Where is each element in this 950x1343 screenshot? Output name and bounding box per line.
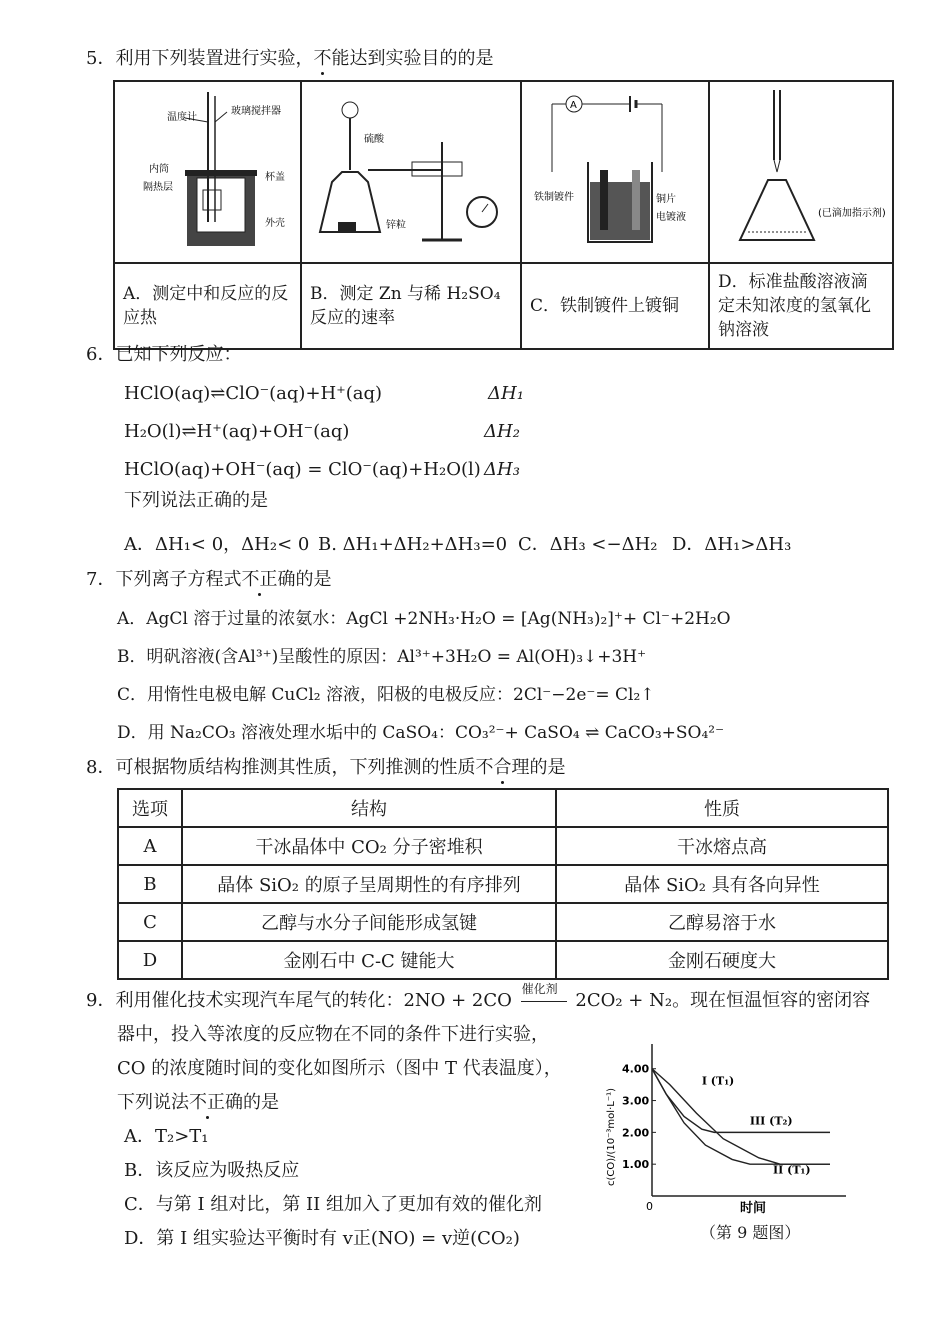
q6-equation-1: HClO(aq)⇌ClO⁻(aq)+H⁺(aq): [124, 383, 383, 404]
q7-option-c: C．用惰性电极电解 CuCl₂ 溶液，阳极的电极反应：2Cl⁻−2e⁻= Cl₂↑: [117, 685, 655, 705]
q8-cell: C: [118, 903, 182, 941]
label-zinc: 锌粒: [386, 220, 406, 231]
table-row: [118, 941, 888, 979]
q5-option-c-text: C．铁制镀件上镀铜: [530, 296, 680, 316]
label-lid: 杯盖: [265, 172, 285, 183]
q8-header-property: 性质: [556, 789, 888, 827]
q9-line-4: [117, 1092, 279, 1114]
q8-cell: 晶体 SiO₂ 的原子呈周期性的有序排列: [182, 865, 556, 903]
label-thermometer: 温度计: [167, 112, 197, 123]
series-line: [652, 1069, 830, 1133]
y-axis-label: c(CO)/(10⁻³mol·L⁻¹): [606, 1087, 617, 1186]
q6-option-c: C．ΔH₃ <−ΔH₂: [518, 534, 658, 555]
series-line: [652, 1069, 830, 1164]
q9-catalyst-arrow: [518, 982, 570, 1012]
q5-figure-c: [521, 81, 709, 263]
q9-stem-a: 9．利用催化技术实现汽车尾气的转化：2NO + 2CO: [86, 990, 512, 1011]
q7-stem-emphasis: 不正: [241, 569, 278, 590]
q5-stem: [86, 48, 493, 70]
label-inner-cup: 内筒: [149, 164, 169, 175]
table-row: [118, 903, 888, 941]
q8-stem-b: 的是: [529, 757, 566, 778]
q9-line-3: CO 的浓度随时间的变化如图所示（图中 T 代表温度），: [117, 1058, 562, 1079]
q6-question: 下列说法正确的是: [124, 490, 268, 511]
q5-option-a: [114, 263, 301, 349]
q8-cell: 金刚石硬度大: [556, 941, 888, 979]
q8-header-row: [118, 789, 888, 827]
q9-stem-b: 2CO₂ + N₂。现在恒温恒容的密闭容: [575, 990, 871, 1011]
q7-stem-b: 确的是: [277, 569, 332, 590]
q9-catalyst-label: 催化剂: [521, 982, 558, 996]
origin-label: 0: [646, 1200, 653, 1213]
label-insulation: 隔热层: [143, 182, 173, 193]
q6-dh1: ΔH₁: [488, 383, 524, 404]
q8-cell: 干冰熔点高: [556, 827, 888, 865]
label-outer-shell: 外壳: [265, 218, 285, 229]
q8-stem-a: 8．可根据物质结构推测其性质，下列推测的性质: [86, 757, 476, 778]
q9-option-b: B．该反应为吸热反应: [124, 1160, 300, 1181]
q8-cell: 干冰晶体中 CO₂ 分子密堆积: [182, 827, 556, 865]
y-tick-label: 1.00: [622, 1158, 650, 1172]
series-label: III (T₂): [749, 1114, 793, 1128]
label-indicator: (已滴加指示剂): [818, 208, 886, 219]
q5-option-d-text: D．标准盐酸溶液滴定未知浓度的氢氧化钠溶液: [718, 272, 871, 340]
q8-cell: A: [118, 827, 182, 865]
q6-equation-2: H₂O(l)⇌H⁺(aq)+OH⁻(aq): [124, 421, 350, 442]
titration-apparatus: [710, 82, 892, 258]
label-electrolyte: 电镀液: [656, 212, 686, 223]
y-tick-label: 2.00: [622, 1126, 650, 1140]
q8-cell: B: [118, 865, 182, 903]
q5-option-b-text: B．测定 Zn 与稀 H₂SO₄ 反应的速率: [310, 284, 501, 328]
label-acid: 硫酸: [364, 134, 384, 145]
q7-option-d: D．用 Na₂CO₃ 溶液处理水垢中的 CaSO₄：CO₃²⁻+ CaSO₄ ⇌ CaCO₃+SO₄²⁻: [117, 723, 725, 743]
series-label: II (T₁): [773, 1163, 811, 1177]
q6-equation-3: HClO(aq)+OH⁻(aq) = ClO⁻(aq)+H₂O(l): [124, 459, 481, 480]
q9-line-4-emphasis: 不正: [189, 1092, 225, 1113]
q6-dh3: ΔH₃: [484, 459, 520, 480]
q9-concentration-chart: [598, 1042, 868, 1242]
y-tick-label: 4.00: [622, 1062, 650, 1076]
q5-apparatus-table: [113, 80, 894, 350]
table-row: [118, 827, 888, 865]
q9-option-c: C．与第 I 组对比，第 II 组加入了更加有效的催化剂: [124, 1194, 542, 1215]
q8-header-structure: 结构: [182, 789, 556, 827]
q9-option-d: D．第 I 组实验达平衡时有 v正(NO) = v逆(CO₂): [124, 1228, 520, 1249]
q7-stem-a: 7．下列离子方程式: [86, 569, 242, 590]
q5-option-c: [521, 263, 709, 349]
series-label: I (T₁): [701, 1074, 735, 1088]
q7-stem: [86, 569, 331, 591]
q5-stem-a: 5．利用下列装置进行实验，: [86, 48, 314, 69]
q8-table: [117, 788, 889, 980]
label-stirrer: 玻璃搅拌器: [231, 106, 281, 117]
table-row: [118, 865, 888, 903]
q8-stem: [86, 757, 565, 779]
q6-option-a: A．ΔH₁< 0，ΔH₂< 0: [124, 534, 310, 555]
q5-option-b: [301, 263, 521, 349]
q8-stem-emphasis: 不合理: [475, 757, 530, 778]
q9-stem: [86, 982, 871, 1012]
q5-option-d: [709, 263, 893, 349]
q7-option-a: A．AgCl 溶于过量的浓氨水：AgCl +2NH₃·H₂O = [Ag(NH₃)₂]⁺+ Cl⁻+2H₂O: [117, 609, 731, 629]
q8-cell: 乙醇与水分子间能形成氢键: [182, 903, 556, 941]
q7-option-b: B．明矾溶液(含Al³⁺)呈酸性的原因：Al³⁺+3H₂O = Al(OH)₃↓+3H⁺: [117, 647, 647, 667]
q9-line-4-a: 下列说法: [117, 1092, 189, 1113]
reaction-rate-apparatus: [302, 82, 520, 258]
q8-cell: D: [118, 941, 182, 979]
q5-stem-emphasis: 不: [313, 48, 332, 69]
ammeter-icon: A: [570, 100, 577, 111]
q5-figure-b: [301, 81, 521, 263]
x-axis-label: 时间: [740, 1201, 767, 1216]
q9-option-a: A．T₂>T₁: [124, 1126, 209, 1147]
q5-figure-d: [709, 81, 893, 263]
q8-cell: 乙醇易溶于水: [556, 903, 888, 941]
q6-stem: 6．已知下列反应：: [86, 344, 242, 365]
q5-stem-b: 能达到实验目的的是: [331, 48, 494, 69]
electroplating-apparatus: [522, 82, 708, 258]
q5-option-a-text: A．测定中和反应的反应热: [123, 284, 289, 328]
calorimeter-diagram: [115, 82, 300, 258]
q6-dh2: ΔH₂: [484, 421, 520, 442]
q8-cell: 晶体 SiO₂ 具有各向异性: [556, 865, 888, 903]
q8-header-option: 选项: [118, 789, 182, 827]
q9-line-4-b: 确的是: [225, 1092, 279, 1113]
q5-figure-a: [114, 81, 301, 263]
q6-option-b: B. ΔH₁+ΔH₂+ΔH₃=0: [318, 534, 508, 555]
y-tick-label: 3.00: [622, 1094, 650, 1108]
label-iron-part: 铁制镀件: [534, 192, 574, 203]
q6-option-d: D．ΔH₁>ΔH₃: [672, 534, 792, 555]
label-copper: 铜片: [656, 194, 676, 205]
series-line: [652, 1069, 830, 1164]
q9-line-2: 器中，投入等浓度的反应物在不同的条件下进行实验，: [117, 1024, 549, 1045]
q9-figure-caption: （第 9 题图）: [700, 1223, 801, 1242]
q8-cell: 金刚石中 C-C 键能大: [182, 941, 556, 979]
